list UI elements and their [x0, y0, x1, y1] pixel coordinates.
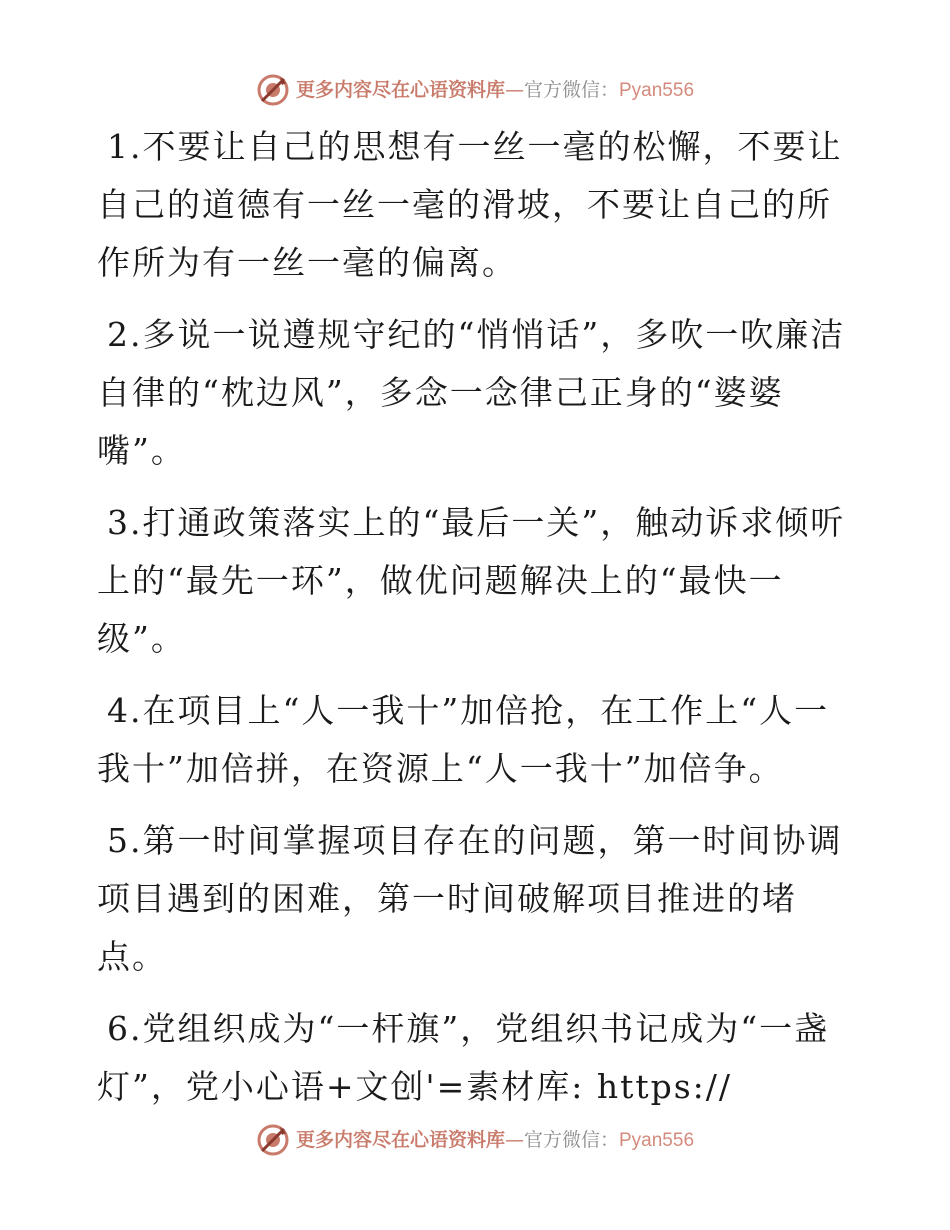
footer-banner [0, 1120, 950, 1160]
paragraph-4: 4.在项目上“人一我十”加倍抢，在工作上“人一我十”加倍拼，在资源上“人一我十”加倍争。 [97, 691, 830, 788]
banner-handle: Pyan556 [619, 79, 695, 101]
banner-sub-text: 官方微信： [523, 1128, 619, 1151]
banner-main-text: 更多内容尽在心语资料库 [295, 78, 505, 101]
banner-handle: Pyan556 [619, 1129, 695, 1151]
banner-text [296, 70, 694, 111]
banner-dash: — [504, 1128, 524, 1151]
banner-main-text: 更多内容尽在心语资料库 [295, 1128, 505, 1151]
header-banner [0, 70, 950, 110]
logo-emblem-icon [256, 1123, 290, 1157]
document-body [97, 118, 857, 1130]
paragraph-5: 5.第一时间掌握项目存在的问题，第一时间协调项目遇到的困难，第一时间破解项目推进的堵点。 [97, 821, 843, 976]
banner-sub-text: 官方微信： [523, 78, 619, 101]
logo-emblem-icon [256, 73, 290, 107]
paragraph-3: 3.打通政策落实上的“最后一关”，触动诉求倾听上的“最先一环”，做优问题解决上的“最快一级”。 [97, 503, 846, 658]
paragraph-6: 6.党组织成为“一杆旗”，党组织书记成为“一盏灯”，党小心语+文创'=素材库: https:// [97, 1009, 830, 1106]
paragraph-1: 1.不要让自己的思想有一丝一毫的松懈，不要让自己的道德有一丝一毫的滑坡，不要让自己的所作所为有一丝一毫的偏离。 [97, 127, 843, 282]
paragraph-2: 2.多说一说遵规守纪的“悄悄话”，多吹一吹廉洁自律的“枕边风”，多念一念律己正身的“婆婆嘴”。 [97, 315, 846, 470]
banner-text [296, 1120, 694, 1161]
banner-dash: — [504, 78, 524, 101]
